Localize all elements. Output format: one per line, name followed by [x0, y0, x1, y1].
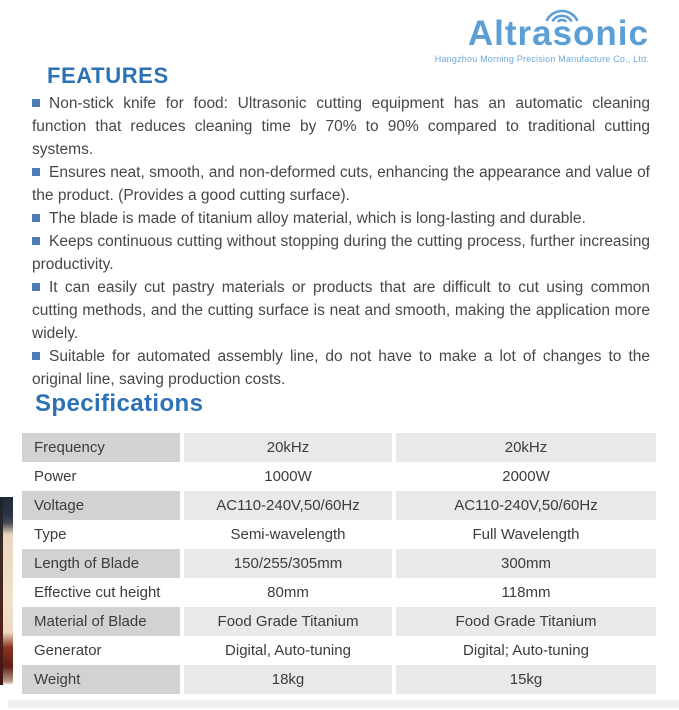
table-row [22, 607, 656, 636]
spec-label-cell: Frequency [22, 433, 180, 462]
spec-value-cell-model1: Digital, Auto-tuning [225, 642, 351, 659]
feature-item [32, 161, 650, 207]
spec-value-cell-model2: 15kg [396, 665, 656, 694]
spec-value-cell-model2: Food Grade Titanium [396, 607, 656, 636]
square-bullet-icon [32, 99, 40, 107]
square-bullet-icon [32, 352, 40, 360]
company-tagline: Hangzhou Morning Precision Manufacture Co., Ltd. [434, 54, 649, 64]
feature-item [32, 207, 650, 230]
features-heading: FEATURES [47, 63, 169, 88]
spec-value-cell-model1: Semi-wavelength [230, 526, 346, 543]
square-bullet-icon [32, 283, 40, 291]
feature-text: Ensures neat, smooth, and non-deformed cuts, enhancing the appearance and value of the product. (Provides a good cutting surface). [32, 164, 650, 204]
spec-label-cell: Weight [22, 665, 180, 694]
signal-waves-icon [543, 3, 581, 23]
table-row [22, 549, 656, 578]
table-row [22, 636, 656, 665]
brand-wordmark: Altrasonic [467, 14, 649, 53]
square-bullet-icon [32, 237, 40, 245]
spec-value-cell-model1: 20kHz [184, 433, 392, 462]
spec-value-cell-model2: 300mm [396, 549, 656, 578]
table-row [22, 433, 656, 462]
spec-value-cell-model1: 80mm [267, 584, 309, 601]
spec-value-cell-model1: Food Grade Titanium [184, 607, 392, 636]
spec-label-cell: Type [34, 526, 67, 543]
table-row [22, 578, 656, 607]
spec-value-cell-model2: Digital; Auto-tuning [463, 642, 589, 659]
feature-text: It can easily cut pastry materials or products that are difficult to cut using common cutting methods, and the cutting surface is neat and smooth, making the application more widely. [32, 279, 650, 342]
spec-value-cell-model2: 2000W [502, 468, 550, 485]
spec-value-cell-model1: 150/255/305mm [184, 549, 392, 578]
spec-value-cell-model1: 18kg [184, 665, 392, 694]
feature-text: Non-stick knife for food: Ultrasonic cutting equipment has an automatic cleaning function that reduces cleaning time by 70% to 90% compared to traditional cutting systems. [32, 95, 650, 158]
spec-label-cell: Effective cut height [34, 584, 161, 601]
spec-label-cell: Voltage [22, 491, 180, 520]
feature-text: Keeps continuous cutting without stopping during the cutting process, further increasing productivity. [32, 233, 650, 273]
table-row [22, 462, 656, 491]
features-list [32, 92, 650, 391]
feature-text: The blade is made of titanium alloy material, which is long-lasting and durable. [49, 210, 586, 227]
spec-value-cell-model2: 20kHz [396, 433, 656, 462]
table-row [22, 665, 656, 694]
square-bullet-icon [32, 214, 40, 222]
spec-value-cell-model2: Full Wavelength [472, 526, 580, 543]
feature-item [32, 92, 650, 161]
spec-value-cell-model2: 118mm [501, 584, 551, 601]
spec-label-cell: Material of Blade [22, 607, 180, 636]
specifications-heading: Specifications [35, 390, 204, 417]
photo-strip-edge [0, 497, 3, 685]
spec-value-cell-model1: 1000W [264, 468, 312, 485]
feature-item [32, 230, 650, 276]
spec-value-cell-model1: AC110-240V,50/60Hz [184, 491, 392, 520]
spec-label-cell: Generator [34, 642, 102, 659]
spec-label-cell: Power [34, 468, 77, 485]
feature-item [32, 276, 650, 345]
feature-item [32, 345, 650, 391]
spec-label-cell: Length of Blade [22, 549, 180, 578]
specifications-table [22, 433, 656, 694]
table-row [22, 491, 656, 520]
bottom-section-edge [8, 700, 679, 708]
spec-value-cell-model2: AC110-240V,50/60Hz [396, 491, 656, 520]
cropped-photo-strip [0, 497, 13, 685]
table-row [22, 520, 656, 549]
square-bullet-icon [32, 168, 40, 176]
company-logo [435, 16, 649, 64]
feature-text: Suitable for automated assembly line, do not have to make a lot of changes to the original line, saving production costs. [32, 348, 650, 388]
